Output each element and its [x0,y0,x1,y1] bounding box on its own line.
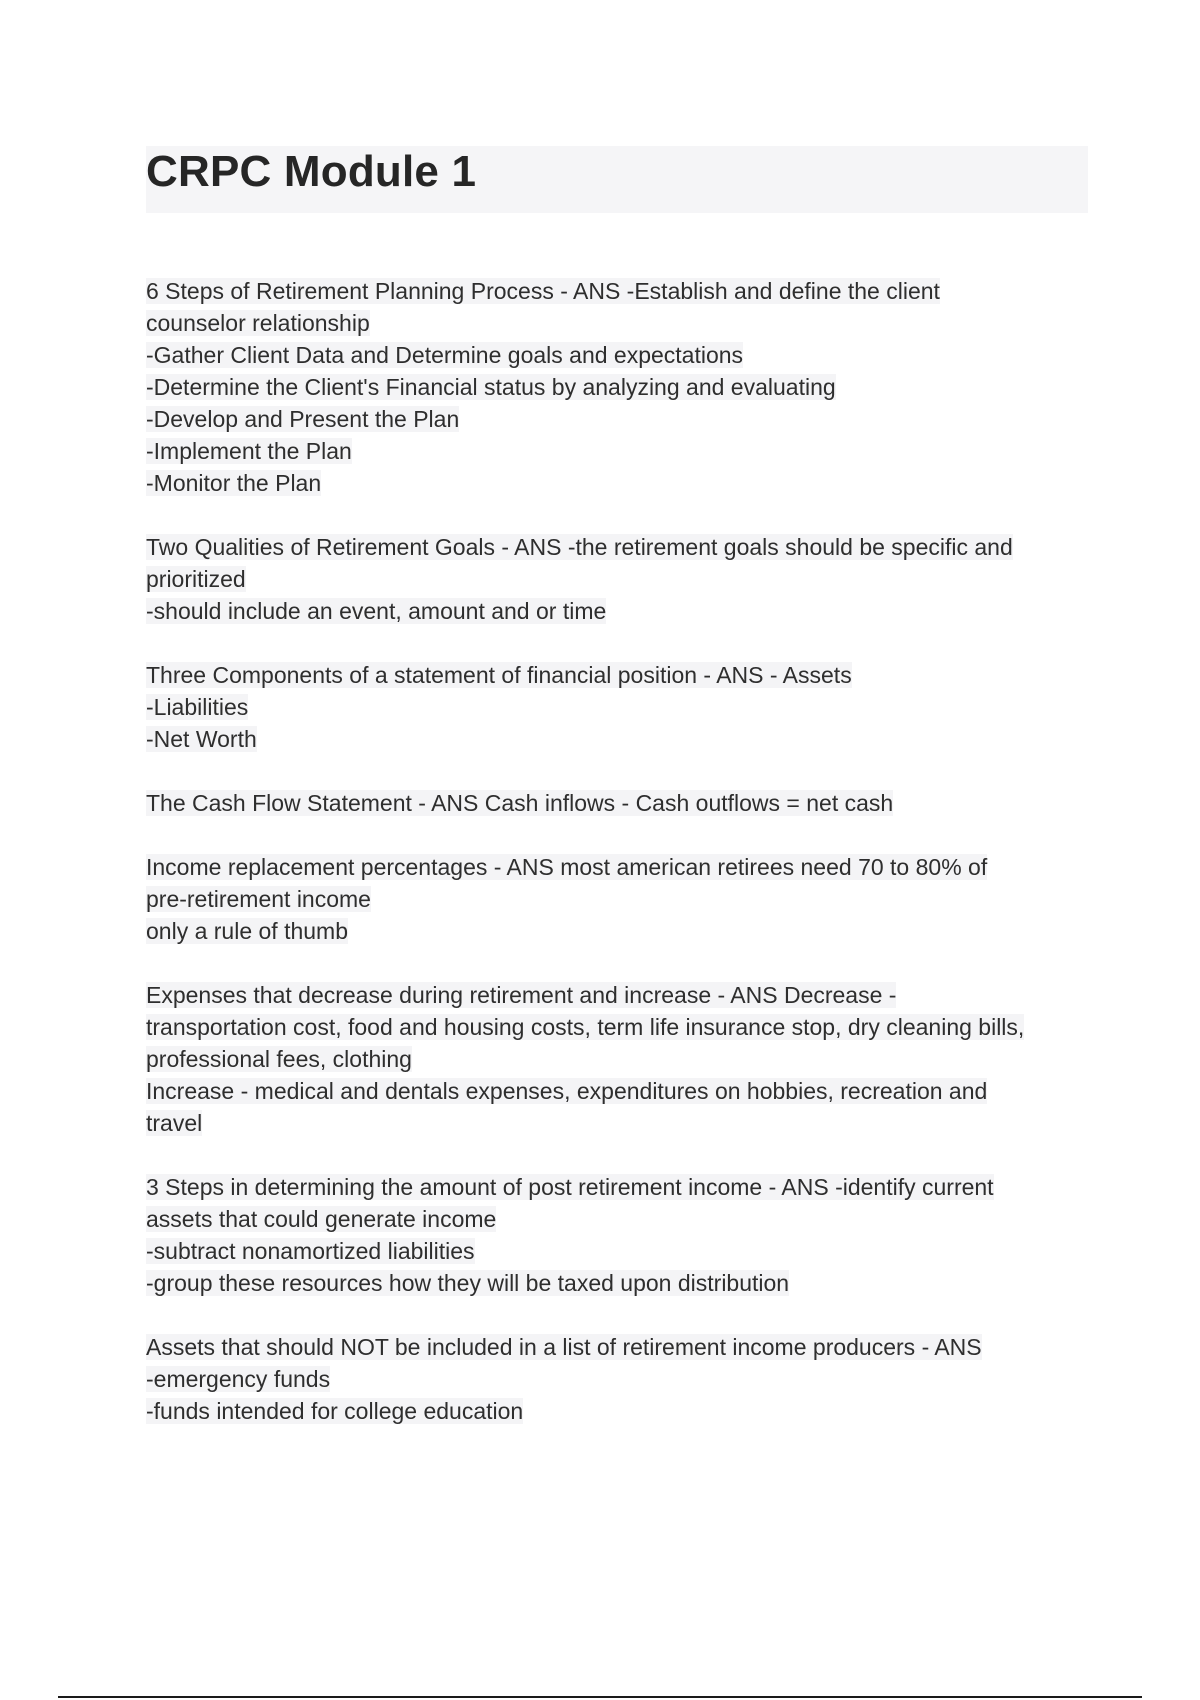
page-title: CRPC Module 1 [146,147,477,196]
entry-line: Income replacement percentages - ANS most american retirees need 70 to 80% of [146,854,988,880]
qa-entry [146,979,1096,1139]
entry-line: Increase - medical and dentals expenses, expenditures on hobbies, recreation and [146,1078,988,1104]
qa-entry [146,851,1096,947]
entry-line: -Liabilities [146,694,249,720]
entry-line: -Develop and Present the Plan [146,406,460,432]
entry-line: -should include an event, amount and or time [146,598,607,624]
entry-line: 3 Steps in determining the amount of post retirement income - ANS -identify current [146,1174,994,1200]
entry-line: Two Qualities of Retirement Goals - ANS -the retirement goals should be specific and [146,534,1013,560]
qa-entry [146,787,1096,819]
qa-entry [146,1171,1096,1299]
entry-line: -subtract nonamortized liabilities [146,1238,475,1264]
entry-line: only a rule of thumb [146,918,349,944]
entry-line: -Monitor the Plan [146,470,322,496]
entry-line: -Implement the Plan [146,438,352,464]
entry-line: transportation cost, food and housing costs, term life insurance stop, dry cleaning bills, [146,1014,1025,1040]
entry-line: -Net Worth [146,726,257,752]
qa-entry [146,659,1096,755]
entry-line: travel [146,1110,203,1136]
entry-line: -group these resources how they will be taxed upon distribution [146,1270,790,1296]
entry-line: Three Components of a statement of financial position - ANS - Assets [146,662,852,688]
entry-line: professional fees, clothing [146,1046,412,1072]
qa-entry [146,1331,1096,1427]
entry-line: pre-retirement income [146,886,371,912]
entry-line: Assets that should NOT be included in a list of retirement income producers - ANS [146,1334,982,1360]
entry-line: 6 Steps of Retirement Planning Process - ANS -Establish and define the client [146,278,940,304]
entry-line: -funds intended for college education [146,1398,524,1424]
entry-line: -emergency funds [146,1366,331,1392]
document-body [146,275,1096,1427]
entry-line: counselor relationship [146,310,370,336]
footer-divider [58,1696,1142,1698]
qa-entry [146,531,1096,627]
entry-line: Expenses that decrease during retirement and increase - ANS Decrease - [146,982,897,1008]
entry-line: prioritized [146,566,246,592]
entry-line: -Gather Client Data and Determine goals and expectations [146,342,744,368]
entry-line: -Determine the Client's Financial status by analyzing and evaluating [146,374,836,400]
qa-entry [146,275,1096,499]
entry-line: assets that could generate income [146,1206,497,1232]
entry-line: The Cash Flow Statement - ANS Cash inflows - Cash outflows = net cash [146,790,894,816]
